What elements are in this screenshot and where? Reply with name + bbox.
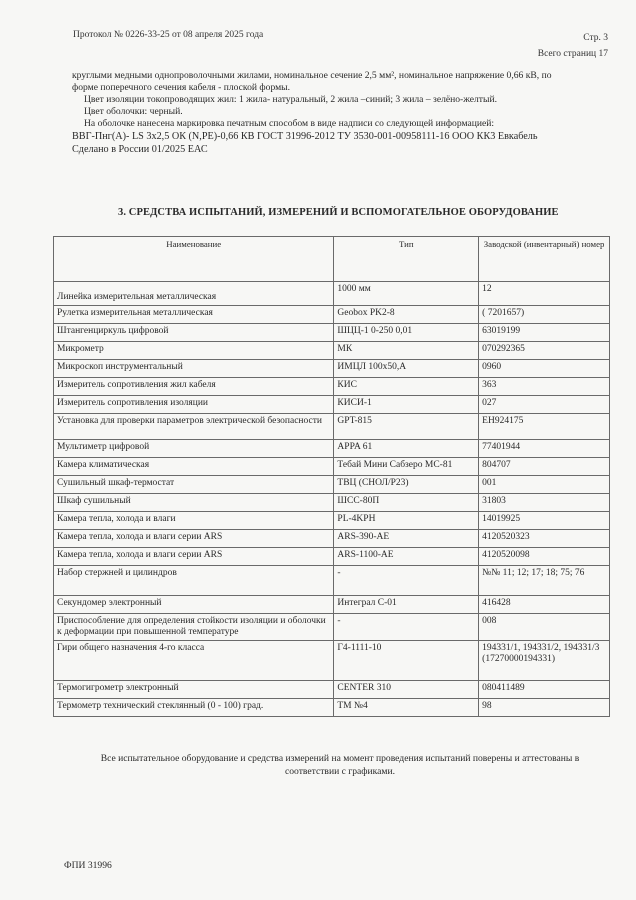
intro-line: Цвет изоляции токопроводящих жил: 1 жила- натуральный, 2 жила –синий; 3 жила – зелёно-желтый. — [84, 94, 497, 105]
equipment-name-cell: Сушильный шкаф-термостат — [54, 476, 334, 494]
equipment-type-cell: КИСИ-1 — [334, 396, 479, 414]
equipment-type-cell: CENTER 310 — [334, 681, 479, 699]
equipment-name-cell: Микроскоп инструментальный — [54, 360, 334, 378]
equipment-type-cell: Г4-1111-10 — [334, 641, 479, 681]
serial-number-cell: 416428 — [479, 596, 610, 614]
equipment-name-cell: Секундомер электронный — [54, 596, 334, 614]
equipment-type-cell: КИС — [334, 378, 479, 396]
serial-number-cell: 194331/1, 194331/2, 194331/3 (17270000194331) — [479, 641, 610, 681]
equipment-type-cell: ТМ №4 — [334, 699, 479, 717]
serial-number-cell: 4120520323 — [479, 530, 610, 548]
table-row — [54, 378, 610, 396]
equipment-name-cell: Штангенциркуль цифровой — [54, 324, 334, 342]
serial-number-cell: 080411489 — [479, 681, 610, 699]
equipment-type-cell: 1000 мм — [334, 282, 479, 306]
serial-number-cell: ( 7201657) — [479, 306, 610, 324]
table-row — [54, 306, 610, 324]
column-header: Заводской (инвентарный) номер — [479, 237, 610, 282]
serial-number-cell: 4120520098 — [479, 548, 610, 566]
equipment-name-cell: Камера тепла, холода и влаги — [54, 512, 334, 530]
table-row — [54, 476, 610, 494]
equipment-name-cell: Рулетка измерительная металлическая — [54, 306, 334, 324]
intro-line: На оболочке нанесена маркировка печатным способом в виде надписи со следующей информацией: — [84, 118, 495, 129]
equipment-name-cell: Приспособление для определения стойкости изоляции и оболочки к деформации при повышенной температуре — [54, 614, 334, 641]
serial-number-cell: 77401944 — [479, 440, 610, 458]
table-header-row — [54, 237, 610, 282]
equipment-name-cell: Термометр технический стеклянный (0 - 100) град. — [54, 699, 334, 717]
equipment-name-cell: Термогигрометр электронный — [54, 681, 334, 699]
equipment-type-cell: ТВЦ (СНОЛ/Р23) — [334, 476, 479, 494]
equipment-name-cell: Камера тепла, холода и влаги серии ARS — [54, 530, 334, 548]
equipment-type-cell: ШСС-80П — [334, 494, 479, 512]
serial-number-cell: 008 — [479, 614, 610, 641]
equipment-type-cell: GPT-815 — [334, 414, 479, 440]
serial-number-cell: 98 — [479, 699, 610, 717]
table-row — [54, 512, 610, 530]
serial-number-cell: №№ 11; 12; 17; 18; 75; 76 — [479, 566, 610, 596]
table-row — [54, 396, 610, 414]
serial-number-cell: 31803 — [479, 494, 610, 512]
intro-line: Цвет оболочки: черный. — [84, 106, 183, 117]
made-in-line: Сделано в России 01/2025 ЕАС — [72, 144, 208, 155]
equipment-name-cell: Линейка измерительная металлическая — [54, 282, 334, 306]
page-info — [538, 30, 608, 62]
equipment-type-cell: ШЦЦ-1 0-250 0,01 — [334, 324, 479, 342]
equipment-type-cell: APPA 61 — [334, 440, 479, 458]
equipment-name-cell: Установка для проверки параметров электрической безопасности — [54, 414, 334, 440]
table-row — [54, 440, 610, 458]
table-row — [54, 324, 610, 342]
table-row — [54, 342, 610, 360]
footnote: Все испытательное оборудование и средства измерений на момент проведения испытаний поверены и аттестованы в соответствии с графиками. — [100, 753, 580, 777]
equipment-name-cell: Гири общего назначения 4-го класса — [54, 641, 334, 681]
equipment-type-cell: - — [334, 566, 479, 596]
equipment-name-cell: Измеритель сопротивления жил кабеля — [54, 378, 334, 396]
equipment-type-cell: ARS-1100-AE — [334, 548, 479, 566]
equipment-type-cell: - — [334, 614, 479, 641]
serial-number-cell: 0960 — [479, 360, 610, 378]
table-row — [54, 566, 610, 596]
serial-number-cell: EH924175 — [479, 414, 610, 440]
equipment-name-cell: Измеритель сопротивления изоляции — [54, 396, 334, 414]
table-row — [54, 282, 610, 306]
equipment-name-cell: Мультиметр цифровой — [54, 440, 334, 458]
equipment-name-cell: Шкаф сушильный — [54, 494, 334, 512]
cable-description — [72, 70, 612, 156]
cable-marking: ВВГ-Пнг(А)- LS 3х2,5 ОК (N,PE)-0,66 КВ ГОСТ 31996-2012 ТУ 3530-001-00958111-16 ООО КК3 Евкабель — [72, 131, 538, 142]
total-pages: Всего страниц 17 — [537, 49, 608, 59]
equipment-name-cell: Микрометр — [54, 342, 334, 360]
table-row — [54, 681, 610, 699]
equipment-type-cell: PL-4KPH — [334, 512, 479, 530]
equipment-table — [53, 236, 610, 717]
serial-number-cell: 363 — [479, 378, 610, 396]
equipment-type-cell: МК — [334, 342, 479, 360]
protocol-header: Протокол № 0226-33-25 от 08 апреля 2025 года — [73, 30, 264, 40]
serial-number-cell: 63019199 — [479, 324, 610, 342]
serial-number-cell: 804707 — [479, 458, 610, 476]
table-row — [54, 414, 610, 440]
serial-number-cell: 001 — [479, 476, 610, 494]
table-row — [54, 596, 610, 614]
page-number: Стр. 3 — [583, 33, 608, 43]
column-header: Тип — [334, 237, 479, 282]
equipment-type-cell: Интеграл С-01 — [334, 596, 479, 614]
serial-number-cell: 070292365 — [479, 342, 610, 360]
intro-line: круглыми медными однопроволочными жилами, номинальное сечение 2,5 мм², номинальное напряжение 0,66 кВ, по — [72, 70, 552, 81]
equipment-type-cell: ARS-390-AE — [334, 530, 479, 548]
equipment-name-cell: Набор стержней и цилиндров — [54, 566, 334, 596]
serial-number-cell: 14019925 — [479, 512, 610, 530]
serial-number-cell: 12 — [479, 282, 610, 306]
table-row — [54, 699, 610, 717]
table-row — [54, 530, 610, 548]
section-title: 3. СРЕДСТВА ИСПЫТАНИЙ, ИЗМЕРЕНИЙ И ВСПОМОГАТЕЛЬНОЕ ОБОРУДОВАНИЕ — [118, 207, 559, 218]
equipment-type-cell: Тебай Мини Сабзеро МС-81 — [334, 458, 479, 476]
equipment-type-cell: Geobox PK2-8 — [334, 306, 479, 324]
intro-line: форме поперечного сечения кабеля - плоской формы. — [72, 82, 291, 93]
serial-number-cell: 027 — [479, 396, 610, 414]
footer-code: ФПИ 31996 — [64, 860, 112, 871]
equipment-name-cell: Камера климатическая — [54, 458, 334, 476]
table-row — [54, 614, 610, 641]
table-row — [54, 360, 610, 378]
column-header: Наименование — [54, 237, 334, 282]
table-row — [54, 641, 610, 681]
equipment-name-cell: Камера тепла, холода и влаги серии ARS — [54, 548, 334, 566]
table-row — [54, 494, 610, 512]
table-row — [54, 458, 610, 476]
equipment-type-cell: ИМЦЛ 100х50,А — [334, 360, 479, 378]
table-row — [54, 548, 610, 566]
